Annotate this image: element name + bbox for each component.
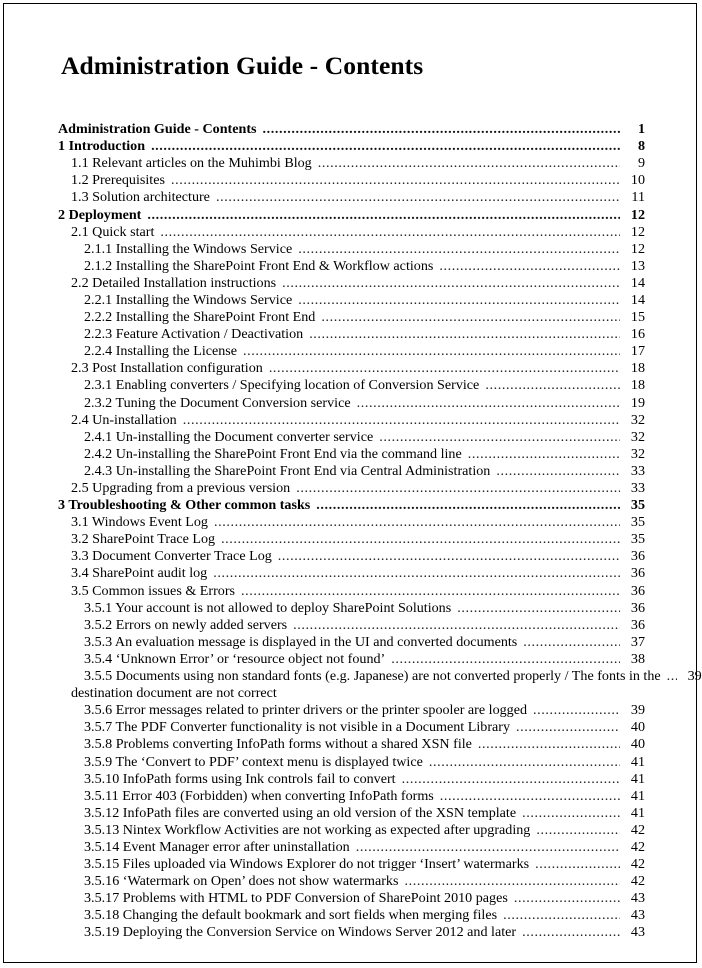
toc-leader-dots <box>318 155 620 172</box>
toc-entry[interactable] <box>71 565 645 582</box>
toc-entry-page-number: 32 <box>630 428 645 445</box>
table-of-contents <box>58 121 702 942</box>
toc-entry-page-number: 40 <box>630 719 645 736</box>
toc-entry-label: 2.3 Post Installation configuration <box>71 360 263 377</box>
toc-leader-dots <box>316 497 620 514</box>
toc-entry-page-number: 42 <box>630 838 645 855</box>
toc-leader-dots <box>522 805 620 822</box>
toc-entry-label: 2.1 Quick start <box>71 223 155 240</box>
toc-leader-dots <box>298 241 620 258</box>
toc-entry-label: 3.2 SharePoint Trace Log <box>71 531 216 548</box>
toc-entry-label: 3.5.12 InfoPath files are converted using an old version of the XSN template <box>84 804 517 821</box>
toc-entry[interactable] <box>71 480 645 497</box>
toc-leader-dots <box>293 617 620 634</box>
toc-entry-page-number: 33 <box>630 480 645 497</box>
toc-entry-page-number: 16 <box>630 326 645 343</box>
toc-entry-label: 1.1 Relevant articles on the Muhimbi Blog <box>71 155 312 172</box>
toc-entry-page-number: 43 <box>630 924 645 941</box>
toc-entry-page-number: 36 <box>630 565 645 582</box>
toc-entry-page-number: 35 <box>630 514 645 531</box>
toc-entry-label: 3.5.6 Error messages related to printer drivers or the printer spooler are logged <box>84 702 528 719</box>
toc-entry-label: 3.5.2 Errors on newly added servers <box>84 616 288 633</box>
toc-entry-page-number: 13 <box>630 257 645 274</box>
toc-entry[interactable] <box>84 617 645 634</box>
toc-entry[interactable] <box>84 890 645 907</box>
toc-entry-page-number: 17 <box>630 343 645 360</box>
toc-entry[interactable] <box>58 207 645 224</box>
toc-entry[interactable] <box>84 258 645 275</box>
toc-entry[interactable] <box>84 651 645 668</box>
toc-leader-dots <box>516 719 620 736</box>
toc-leader-dots <box>221 531 620 548</box>
toc-entry-page-number: 33 <box>630 462 645 479</box>
toc-entry[interactable] <box>84 873 645 890</box>
toc-leader-dots <box>404 873 620 890</box>
toc-entry[interactable] <box>84 924 645 941</box>
toc-entry[interactable] <box>84 788 645 805</box>
toc-entry[interactable] <box>71 514 645 531</box>
toc-entry-page-number: 10 <box>630 172 645 189</box>
toc-entry-label: 2.4.1 Un‑installing the Document converter service <box>84 428 374 445</box>
toc-entry[interactable] <box>84 736 645 753</box>
toc-entry-label: 3.5.19 Deploying the Conversion Service on Windows Server 2012 and later <box>84 924 517 941</box>
toc-entry-label: 2.4.2 Un‑installing the SharePoint Front End via the command line <box>84 445 462 462</box>
toc-entry[interactable] <box>71 360 645 377</box>
toc-entry[interactable] <box>84 771 645 788</box>
toc-entry-page-number: 35 <box>630 497 645 514</box>
toc-leader-dots <box>171 172 620 189</box>
toc-entry-label: 3.5.8 Problems converting InfoPath forms without a shared XSN file <box>84 736 472 753</box>
toc-entry[interactable] <box>58 138 645 155</box>
toc-entry-page-number: 14 <box>630 274 645 291</box>
toc-entry-label: 2.3.2 Tuning the Document Conversion service <box>84 394 351 411</box>
toc-leader-dots <box>216 189 620 206</box>
toc-entry-page-number: 19 <box>630 394 645 411</box>
toc-leader-dots <box>183 412 620 429</box>
toc-leader-dots <box>298 292 620 309</box>
toc-leader-dots <box>160 224 620 241</box>
toc-leader-dots <box>536 822 620 839</box>
toc-entry-label: 3.5.18 Changing the default bookmark and sort fields when merging files <box>84 907 498 924</box>
toc-entry[interactable] <box>84 446 645 463</box>
toc-entry-label: 3.5.17 Problems with HTML to PDF Conversion of SharePoint 2010 pages <box>84 890 508 907</box>
toc-leader-dots <box>391 651 620 668</box>
toc-leader-dots <box>457 600 620 617</box>
toc-entry[interactable] <box>71 548 645 565</box>
toc-entry-page-number: 14 <box>630 291 645 308</box>
toc-entry-label: 3.5 Common issues & Errors <box>71 582 236 599</box>
toc-entry[interactable] <box>84 600 645 617</box>
toc-leader-dots <box>356 839 620 856</box>
toc-entry[interactable] <box>71 189 645 206</box>
toc-entry-page-number: 35 <box>630 531 645 548</box>
toc-leader-dots <box>496 463 620 480</box>
toc-leader-dots <box>503 907 620 924</box>
toc-entry-page-number: 42 <box>630 873 645 890</box>
toc-leader-dots <box>241 583 620 600</box>
toc-entry-label: 3.5.11 Error 403 (Forbidden) when converting InfoPath forms <box>84 787 434 804</box>
toc-entry-label: 3.5.1 Your account is not allowed to deploy SharePoint Solutions <box>84 599 452 616</box>
toc-entry-label: 2.4 Un‑installation <box>71 411 177 428</box>
toc-leader-dots <box>243 343 620 360</box>
toc-leader-dots <box>296 480 620 497</box>
toc-entry-label: 3.1 Windows Event Log <box>71 514 208 531</box>
toc-entry-label: 2 Deployment <box>58 206 142 223</box>
toc-entry-page-number: 36 <box>630 548 645 565</box>
toc-leader-dots <box>263 121 620 138</box>
toc-entry-page-number: 9 <box>637 155 645 172</box>
toc-entry-page-number: 8 <box>637 138 645 155</box>
toc-entry-label: 3.5.4 ‘Unknown Error’ or ‘resource object not found’ <box>84 650 386 667</box>
toc-entry[interactable] <box>84 463 645 480</box>
toc-entry-label: 2.5 Upgrading from a previous version <box>71 480 291 497</box>
toc-entry[interactable] <box>84 395 645 412</box>
toc-entry[interactable] <box>71 275 645 292</box>
toc-leader-dots <box>429 754 620 771</box>
toc-entry-label: 2.2.3 Feature Activation / Deactivation <box>84 326 304 343</box>
toc-leader-dots <box>379 429 620 446</box>
toc-entry[interactable] <box>84 856 645 873</box>
toc-leader-dots <box>522 924 620 941</box>
toc-leader-dots <box>357 395 620 412</box>
toc-leader-dots <box>321 309 620 326</box>
toc-entry[interactable] <box>84 634 645 651</box>
toc-entry-page-number: 40 <box>630 736 645 753</box>
toc-entry-label: 2.1.1 Installing the Windows Service <box>84 240 293 257</box>
toc-leader-dots <box>514 890 620 907</box>
toc-entry-page-number: 12 <box>630 206 645 223</box>
toc-entry-page-number: 41 <box>630 787 645 804</box>
toc-entry-page-number: 36 <box>630 599 645 616</box>
toc-entry-page-number: 41 <box>630 770 645 787</box>
toc-leader-dots <box>485 377 620 394</box>
toc-entry[interactable] <box>84 754 645 771</box>
toc-entry-label: 2.2.1 Installing the Windows Service <box>84 291 293 308</box>
toc-leader-dots <box>439 258 620 275</box>
toc-entry[interactable] <box>71 224 645 241</box>
toc-entry[interactable] <box>84 309 645 326</box>
toc-entry-label: 3.5.15 Files uploaded via Windows Explorer do not trigger ‘Insert’ watermarks <box>84 856 530 873</box>
toc-entry-page-number: 12 <box>630 240 645 257</box>
toc-entry[interactable] <box>84 241 645 258</box>
toc-entry-page-number: 18 <box>630 377 645 394</box>
toc-entry-label: 3.5.14 Event Manager error after uninstallation <box>84 838 350 855</box>
toc-entry[interactable] <box>71 412 645 429</box>
toc-entry-label: 3.5.3 An evaluation message is displayed in the UI and converted documents <box>84 633 518 650</box>
toc-leader-dots <box>667 668 677 685</box>
toc-entry-page-number: 36 <box>630 582 645 599</box>
toc-entry[interactable] <box>84 343 645 360</box>
toc-leader-dots <box>468 446 620 463</box>
page-title: Administration Guide - Contents <box>61 51 424 80</box>
toc-entry-page-number: 32 <box>630 411 645 428</box>
toc-leader-dots <box>309 326 620 343</box>
toc-entry-page-number: 37 <box>630 633 645 650</box>
toc-entry-label: 3.5.10 InfoPath forms using Ink controls fail to convert <box>84 770 396 787</box>
toc-entry[interactable] <box>84 839 645 856</box>
toc-leader-dots <box>402 771 620 788</box>
toc-leader-dots <box>214 514 620 531</box>
toc-entry-label: Administration Guide - Contents <box>58 121 257 138</box>
toc-entry-label: 1.2 Prerequisites <box>71 172 165 189</box>
toc-entry-page-number: 42 <box>630 821 645 838</box>
toc-entry-label: 3.5.13 Nintex Workflow Activities are not working as expected after upgrading <box>84 821 531 838</box>
toc-leader-dots <box>533 702 620 719</box>
toc-entry-page-number: 41 <box>630 804 645 821</box>
toc-entry[interactable] <box>84 429 645 446</box>
toc-entry-page-number: 43 <box>630 907 645 924</box>
toc-entry-label: 1 Introduction <box>58 138 146 155</box>
toc-entry[interactable] <box>84 907 645 924</box>
toc-entry-page-number: 32 <box>630 445 645 462</box>
toc-entry-page-number: 43 <box>630 890 645 907</box>
toc-entry[interactable] <box>84 377 645 394</box>
toc-entry-label: 3 Troubleshooting & Other common tasks <box>58 497 311 514</box>
toc-entry-label: 3.5.7 The PDF Converter functionality is not visible in a Document Library <box>84 719 511 736</box>
toc-entry-label: 2.1.2 Installing the SharePoint Front End & Workflow actions <box>84 257 434 274</box>
toc-entry-page-number: 1 <box>637 121 645 138</box>
toc-entry-page-number: 42 <box>630 856 645 873</box>
toc-entry-page-number: 12 <box>630 223 645 240</box>
toc-entry-page-number: 18 <box>630 360 645 377</box>
toc-entry[interactable] <box>71 172 645 189</box>
toc-entry-page-number: 38 <box>630 650 645 667</box>
toc-entry-label: 2.4.3 Un‑installing the SharePoint Front End via Central Administration <box>84 462 491 479</box>
toc-entry[interactable] <box>71 531 645 548</box>
toc-entry[interactable] <box>71 583 645 600</box>
toc-entry[interactable] <box>71 155 645 172</box>
toc-leader-dots <box>147 207 620 224</box>
toc-entry[interactable] <box>58 497 645 514</box>
toc-entry-label: 3.3 Document Converter Trace Log <box>71 548 272 565</box>
toc-entry-label: 3.5.5 Documents using non standard fonts (e.g. Japanese) are not converted properly / The fonts in the <box>84 668 661 685</box>
toc-entry-label: 1.3 Solution architecture <box>71 189 210 206</box>
toc-entry-label: 2.3.1 Enabling converters / Specifying location of Conversion Service <box>84 377 480 394</box>
toc-entry[interactable] <box>71 668 702 702</box>
toc-entry[interactable] <box>84 702 645 719</box>
toc-entry-label: 3.5.9 The ‘Convert to PDF’ context menu is displayed twice <box>84 753 423 770</box>
toc-leader-dots <box>151 138 620 155</box>
toc-leader-dots <box>269 360 620 377</box>
toc-entry[interactable] <box>84 326 645 343</box>
toc-entry[interactable] <box>84 292 645 309</box>
toc-entry-page-number: 36 <box>630 616 645 633</box>
toc-entry-label-continuation: destination document are not correct <box>71 685 277 702</box>
toc-leader-dots <box>478 736 620 753</box>
toc-entry-label: 3.5.16 ‘Watermark on Open’ does not show watermarks <box>84 873 399 890</box>
toc-entry-page-number: 39 <box>687 668 702 685</box>
toc-entry-label: 2.2 Detailed Installation instructions <box>71 274 277 291</box>
toc-leader-dots <box>523 634 620 651</box>
toc-entry[interactable] <box>58 121 645 138</box>
toc-leader-dots <box>213 565 620 582</box>
toc-entry-label: 3.4 SharePoint audit log <box>71 565 208 582</box>
toc-entry-label: 2.2.4 Installing the License <box>84 343 238 360</box>
toc-entry-page-number: 11 <box>631 189 645 206</box>
toc-entry[interactable] <box>84 719 645 736</box>
toc-entry-page-number: 41 <box>630 753 645 770</box>
toc-entry[interactable] <box>84 805 645 822</box>
toc-entry-page-number: 15 <box>630 309 645 326</box>
toc-leader-dots <box>535 856 620 873</box>
toc-entry[interactable] <box>84 822 645 839</box>
toc-entry-label: 2.2.2 Installing the SharePoint Front End <box>84 309 316 326</box>
toc-leader-dots <box>282 275 620 292</box>
toc-entry-page-number: 39 <box>630 702 645 719</box>
toc-leader-dots <box>278 548 620 565</box>
toc-leader-dots <box>440 788 620 805</box>
